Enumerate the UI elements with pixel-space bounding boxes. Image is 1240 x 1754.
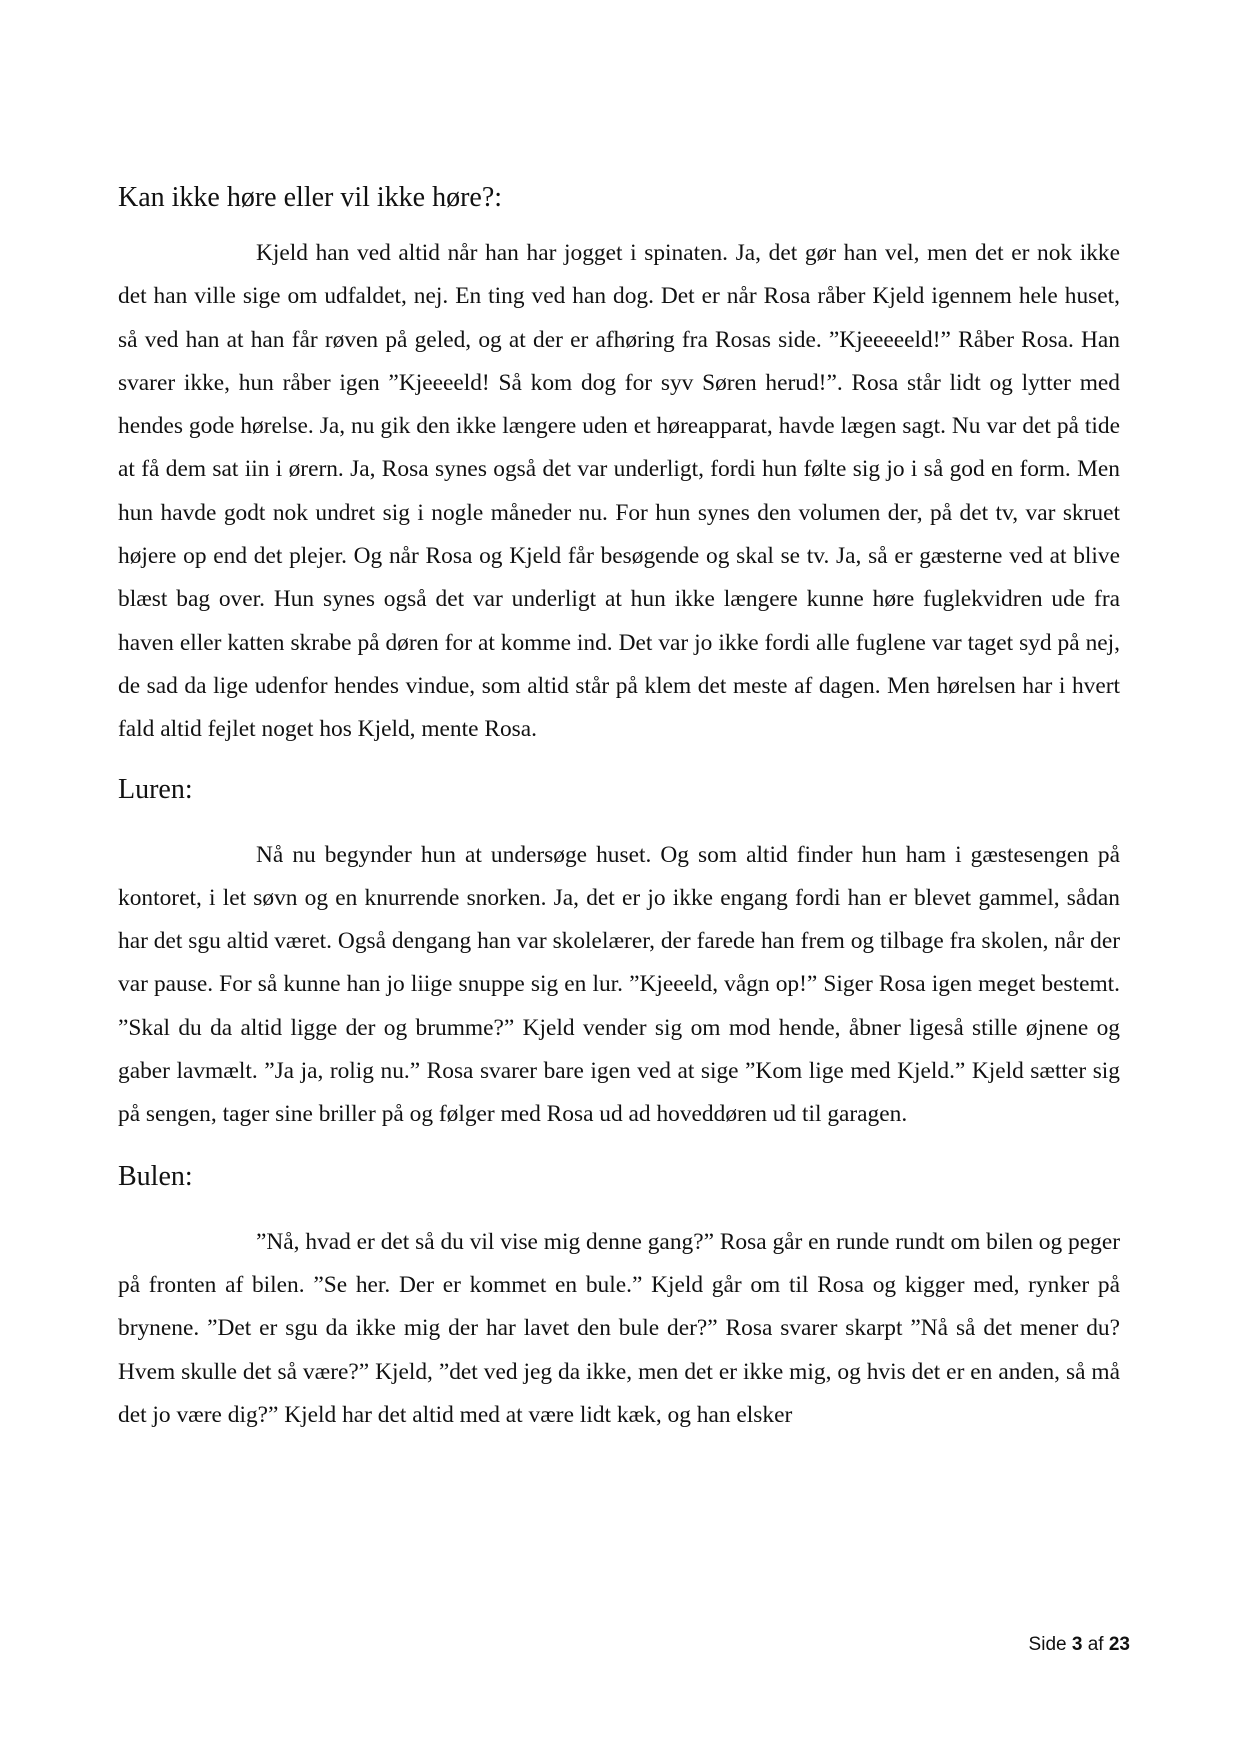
page-separator: af bbox=[1087, 1634, 1104, 1655]
section-heading: Bulen: bbox=[118, 1160, 193, 1192]
current-page-number: 3 bbox=[1071, 1634, 1083, 1655]
section-heading: Kan ikke høre eller vil ikke høre?: bbox=[118, 182, 503, 213]
page-label: Side bbox=[1028, 1634, 1067, 1655]
page-number-footer bbox=[1029, 1634, 1130, 1656]
page-content bbox=[118, 178, 1120, 1437]
section-paragraph: Nå nu begynder hun at undersøge huset. Og som altid finder hun ham i gæstesengen på kontoret, i let søvn og en knurrende snorken. Ja, det er jo ikke engang fordi han er blevet gammel, sådan har det sgu altid været. Også dengang han var skolelærer, der farede han frem og tilbage fra skolen, når der var pause. For så kunne han jo liige snuppe sig en lur. ”Kjeeeld, vågn op!” Siger Rosa igen meget bestemt. ”Skal du da altid ligge der og brumme?” Kjeld vender sig om mod hende, åbner ligeså stille øjnene og gaber lavmælt. ”Ja ja, rolig nu.” Rosa svarer bare igen ved at sige ”Kom lige med Kjeld.” Kjeld sætter sig på sengen, tager sine briller på og følger med Rosa ud ad hoveddøren ud til garagen. bbox=[118, 841, 1120, 1128]
section-paragraph: ”Nå, hvad er det så du vil vise mig denne gang?” Rosa går en runde rundt om bilen og peger på fronten af bilen. ”Se her. Der er kommet en bule.” Kjeld går om til Rosa og kigger med, rynker på brynene. ”Det er sgu da ikke mig der har lavet den bule der?” Rosa svarer skarpt ”Nå så det mener du? Hvem skulle det så være?” Kjeld, ”det ved jeg da ikke, men det er ikke mig, og hvis det er en anden, så må det jo være dig?” Kjeld har det altid med at være lidt kæk, og han elsker bbox=[118, 1228, 1120, 1428]
section-heading: Luren: bbox=[118, 773, 193, 805]
total-pages-number: 23 bbox=[1108, 1634, 1130, 1655]
section-paragraph: Kjeld han ved altid når han har jogget i spinaten. Ja, det gør han vel, men det er nok ikke det han ville sige om udfaldet, nej. En ting ved han dog. Det er når Rosa råber Kjeld igennem hele huset, så ved han at han får røven på geled, og at der er afhøring fra Rosas side. ”Kjeeeeeld!” Råber Rosa. Han svarer ikke, hun råber igen ”Kjeeeeld! Så kom dog for syv Søren herud!”. Rosa står lidt og lytter med hendes gode hørelse. Ja, nu gik den ikke længere uden et høreapparat, havde lægen sagt. Nu var det på tide at få dem sat iin i ørern. Ja, Rosa synes også det var underligt, fordi hun følte sig jo i så god en form. Men hun havde godt nok undret sig i nogle måneder nu. For hun synes den volumen der, på det tv, var skruet højere op end det plejer. Og når Rosa og Kjeld får besøgende og skal se tv. Ja, så er gæsterne ved at blive blæst bag over. Hun synes også det var underligt at hun ikke længere kunne høre fuglekvidren ude fra haven eller katten skrabe på døren for at komme ind. Det var jo ikke fordi alle fuglene var taget syd på nej, de sad da lige udenfor hendes vindue, som altid står på klem det meste af dagen. Men hørelsen har i hvert fald altid fejlet noget hos Kjeld, mente Rosa. bbox=[118, 240, 1120, 743]
